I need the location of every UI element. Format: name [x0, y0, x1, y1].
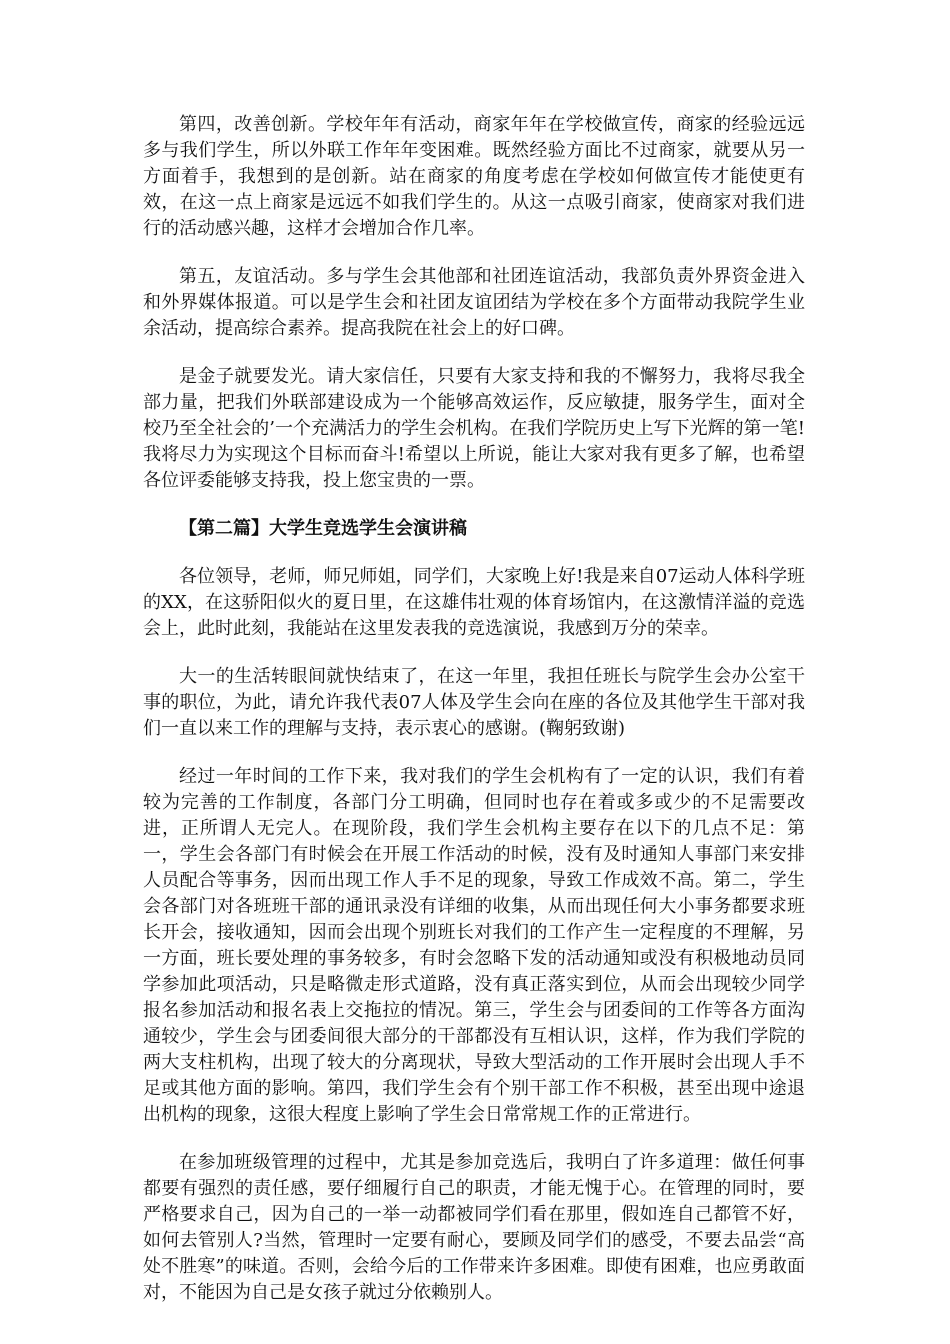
section-heading: 【第二篇】大学生竞选学生会演讲稿 — [179, 518, 467, 539]
paragraph-shortcomings: 经过一年时间的工作下来，我对我们的学生会机构有了一定的认识，我们有着较为完善的工作制度，各部门分工明确，但同时也存在着或多或少的不足需要改进，正所谓人无完人。在现阶段，我们学生会机构主要存在以下的几点不足：第一，学生会各部门有时候会在开展工作活动的时候，没有及时通知人事部门来安排人员配合等事务，因而出现工作人手不足的现象，导致工作成效不高。第二，学生会各部门对各班班干部的通讯录没有详细的收集，从而出现任何大小事务都要求班长开会，接收通知，因而会出现个别班长对我们的工作产生一定程度的不理解，另一方面，班长要处理的事务较多，有时会忽略下发的活动通知或没有积极地动员同学参加此项活动，只是略微走形式道路，没有真正落实到位，从而会出现较少同学报名参加活动和报名表上交拖拉的情况。第三，学生会与团委间的工作等各方面沟通较少，学生会与团委间很大部分的干部都没有互相认识，这样，作为我们学院的两大支柱机构，出现了较大的分离现状，导致大型活动的工作开展时会出现人手不足或其他方面的影响。第四，我们学生会有个别干部工作不积极，甚至出现中途退出机构的现象，这很大程度上影响了学生会日常常规工作的正常进行。 — [143, 766, 805, 1125]
paragraph-greeting: 各位领导，老师，师兄师姐，同学们，大家晚上好!我是来自07运动人体科学班的XX，在这骄阳似火的夏日里，在这雄伟壮观的体育场馆内，在这激情洋溢的竞选会上，此时此刻，我能站在这里发表我的竞选演说，我感到万分的荣幸。 — [143, 566, 805, 639]
paragraph-innovation: 第四，改善创新。学校年年有活动，商家年年在学校做宣传，商家的经验远远多与我们学生，所以外联工作年年变困难。既然经验方面比不过商家，就要从另一方面着手，我想到的是创新。站在商家的角度考虑在学校如何做宣传才能使更有效，在这一点上商家是远远不如我们学生的。从这一点吸引商家，使商家对我们进行的活动感兴趣，这样才会增加合作几率。 — [143, 114, 805, 239]
document-body — [143, 112, 805, 1328]
paragraph-thanks: 大一的生活转眼间就快结束了，在这一年里，我担任班长与院学生会办公室干事的职位，为此，请允许我代表07人体及学生会向在座的各位及其他学生干部对我们一直以来工作的理解与支持，表示衷心的感谢。(鞠躬致谢) — [143, 666, 805, 739]
paragraph-friendship-activities: 第五，友谊活动。多与学生会其他部和社团连谊活动，我部负责外界资金进入和外界媒体报道。可以是学生会和社团友谊团结为学校在多个方面带动我院学生业余活动，提高综合素养。提高我院在社会上的好口碑。 — [143, 266, 805, 339]
paragraph-closing-appeal: 是金子就要发光。请大家信任，只要有大家支持和我的不懈努力，我将尽我全部力量，把我们外联部建设成为一个能够高效运作，反应敏捷，服务学生，面对全校乃至全社会的’一个充满活力的学生会机构。在我们学院历史上写下光辉的第一笔!我将尽力为实现这个目标而奋斗!希望以上所说，能让大家对我有更多了解，也希望各位评委能够支持我，投上您宝贵的一票。 — [143, 366, 805, 491]
paragraph-lessons: 在参加班级管理的过程中，尤其是参加竞选后，我明白了许多道理：做任何事都要有强烈的责任感，要仔细履行自己的职责，才能无愧于心。在管理的同时，要严格要求自己，因为自己的一举一动都被同学们看在那里，假如连自己都管不好，如何去管别人?当然，管理时一定要有耐心，要顾及同学们的感受，不要去品尝“高处不胜寒”的味道。否则，会给今后的工作带来许多困难。即使有困难，也应勇敢面对，不能因为自己是女孩子就过分依赖别人。 — [143, 1152, 805, 1303]
